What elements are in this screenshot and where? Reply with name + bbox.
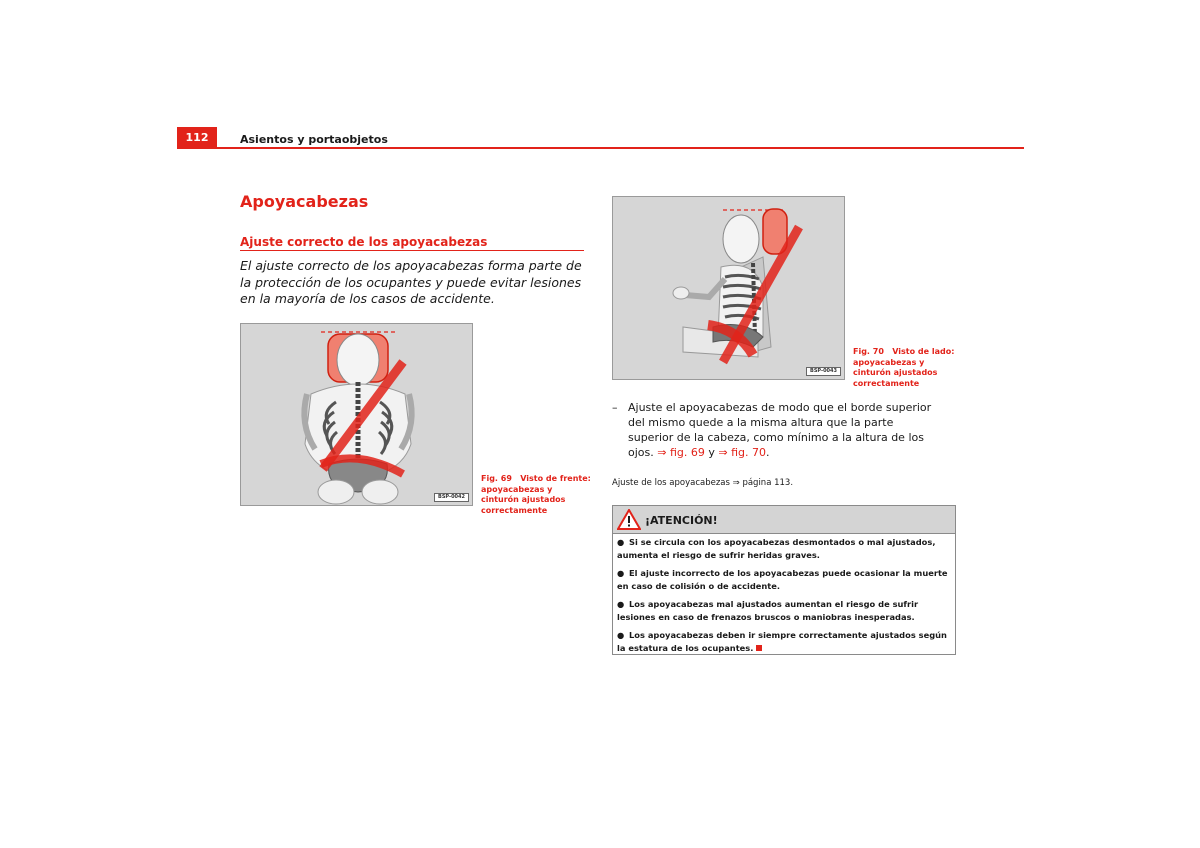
step-join: y: [708, 446, 715, 459]
subsection-title: Ajuste correcto de los apoyacabezas: [240, 235, 488, 249]
figure-69-link[interactable]: ⇒ fig. 69: [657, 446, 705, 459]
figure-69-caption: [481, 474, 591, 516]
front-skeleton-illustration: [241, 324, 472, 505]
caption-number: Fig. 69: [481, 474, 512, 483]
warning-item-text: Los apoyacabezas mal ajustados aumentan el riesgo de sufrir lesiones en caso de frenazos bruscos o maniobras inesperadas.: [617, 599, 919, 622]
page-number: 112: [177, 127, 217, 148]
bullet-icon: ●: [617, 599, 625, 609]
bullet-icon: ●: [617, 568, 625, 578]
caption-text: Visto de lado: apoyacabezas y cinturón ajustados correctamente: [853, 347, 955, 388]
warning-title: ¡ATENCIÓN!: [645, 514, 718, 527]
caption-text: Visto de frente: apoyacabezas y cinturón ajustados correctamente: [481, 474, 591, 515]
warning-item-text: Si se circula con los apoyacabezas desmontados o mal ajustados, aumenta el riesgo de sufrir heridas graves.: [617, 537, 936, 560]
subsection-divider: [240, 250, 584, 251]
figure-70-side-view: [612, 196, 845, 380]
figure-70-link[interactable]: ⇒ fig. 70: [718, 446, 767, 459]
warning-header: [613, 506, 955, 534]
warning-item: [617, 567, 951, 593]
bullet-icon: ●: [617, 630, 625, 640]
intro-paragraph: El ajuste correcto de los apoyacabezas forma parte de la protección de los ocupantes y puede evitar lesiones en la mayoría de los casos de accidente.: [240, 258, 582, 306]
end-of-section-icon: [756, 645, 762, 651]
instruction-step: [612, 400, 942, 460]
step-end: .: [766, 446, 770, 459]
warning-list: [617, 536, 951, 660]
step-text: Ajuste el apoyacabezas de modo que el borde superior del mismo quede a la misma altura que la parte superior de la cabeza, como mínimo a la altura de los ojos.: [628, 401, 932, 459]
warning-item-text: Los apoyacabezas deben ir siempre correctamente ajustados según la estatura de los ocupantes.: [617, 630, 947, 653]
caption-number: Fig. 70: [853, 347, 884, 356]
warning-triangle-icon: [617, 509, 641, 530]
side-skeleton-illustration: [613, 197, 844, 379]
warning-item: [617, 536, 951, 562]
figure-code: BSP-0043: [806, 367, 841, 376]
chapter-title: Asientos y portaobjetos: [240, 133, 388, 146]
cross-reference: Ajuste de los apoyacabezas ⇒ página 113.: [612, 478, 794, 488]
warning-item-text: El ajuste incorrecto de los apoyacabezas puede ocasionar la muerte en caso de colisión o de accidente.: [617, 568, 948, 591]
warning-item: [617, 598, 951, 624]
header-divider: [177, 147, 1024, 149]
figure-code: BSP-0042: [434, 493, 469, 502]
figure-70-caption: [853, 347, 963, 389]
warning-item: [617, 629, 951, 655]
warning-box: [612, 505, 956, 655]
step-dash: –: [612, 401, 618, 414]
section-title: Apoyacabezas: [240, 192, 369, 211]
figure-69-front-view: [240, 323, 473, 506]
bullet-icon: ●: [617, 537, 625, 547]
